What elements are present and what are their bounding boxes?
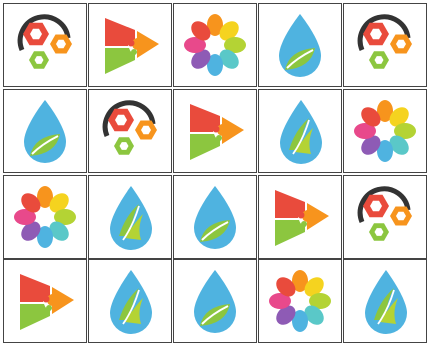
grid-tile[interactable] <box>3 3 87 87</box>
puzzle-arrow-icon <box>95 10 165 80</box>
grid-tile[interactable] <box>88 3 172 87</box>
grid-tile[interactable] <box>343 89 427 173</box>
water-drop-swoosh-icon <box>265 96 335 166</box>
grid-tile[interactable] <box>343 175 427 259</box>
grid-tile[interactable] <box>88 89 172 173</box>
water-drop-swoosh-icon <box>95 182 165 252</box>
water-drop-swoosh-icon <box>350 266 420 336</box>
water-drop-leaf-icon <box>10 96 80 166</box>
grid-tile[interactable] <box>173 3 257 87</box>
grid-tile[interactable] <box>343 3 427 87</box>
grid-tile[interactable] <box>343 259 427 343</box>
gears-icon <box>350 182 420 252</box>
grid-tile[interactable] <box>258 175 342 259</box>
flower-icon <box>350 96 420 166</box>
grid-tile[interactable] <box>88 259 172 343</box>
puzzle-arrow-icon <box>265 182 335 252</box>
grid-tile[interactable] <box>173 259 257 343</box>
water-drop-leaf-icon <box>180 182 250 252</box>
grid-tile[interactable] <box>88 175 172 259</box>
gears-icon <box>10 10 80 80</box>
water-drop-leaf-icon <box>265 10 335 80</box>
flower-icon <box>180 10 250 80</box>
gears-icon <box>95 96 165 166</box>
water-drop-swoosh-icon <box>95 266 165 336</box>
water-drop-leaf-icon <box>180 266 250 336</box>
grid-tile[interactable] <box>3 175 87 259</box>
grid-tile[interactable] <box>258 259 342 343</box>
flower-icon <box>10 182 80 252</box>
grid-tile[interactable] <box>3 259 87 343</box>
gears-icon <box>350 10 420 80</box>
puzzle-arrow-icon <box>10 266 80 336</box>
grid-tile[interactable] <box>173 175 257 259</box>
grid-tile[interactable] <box>258 89 342 173</box>
flower-icon <box>265 266 335 336</box>
puzzle-arrow-icon <box>180 96 250 166</box>
grid-tile[interactable] <box>3 89 87 173</box>
grid-tile[interactable] <box>258 3 342 87</box>
grid-tile[interactable] <box>173 89 257 173</box>
